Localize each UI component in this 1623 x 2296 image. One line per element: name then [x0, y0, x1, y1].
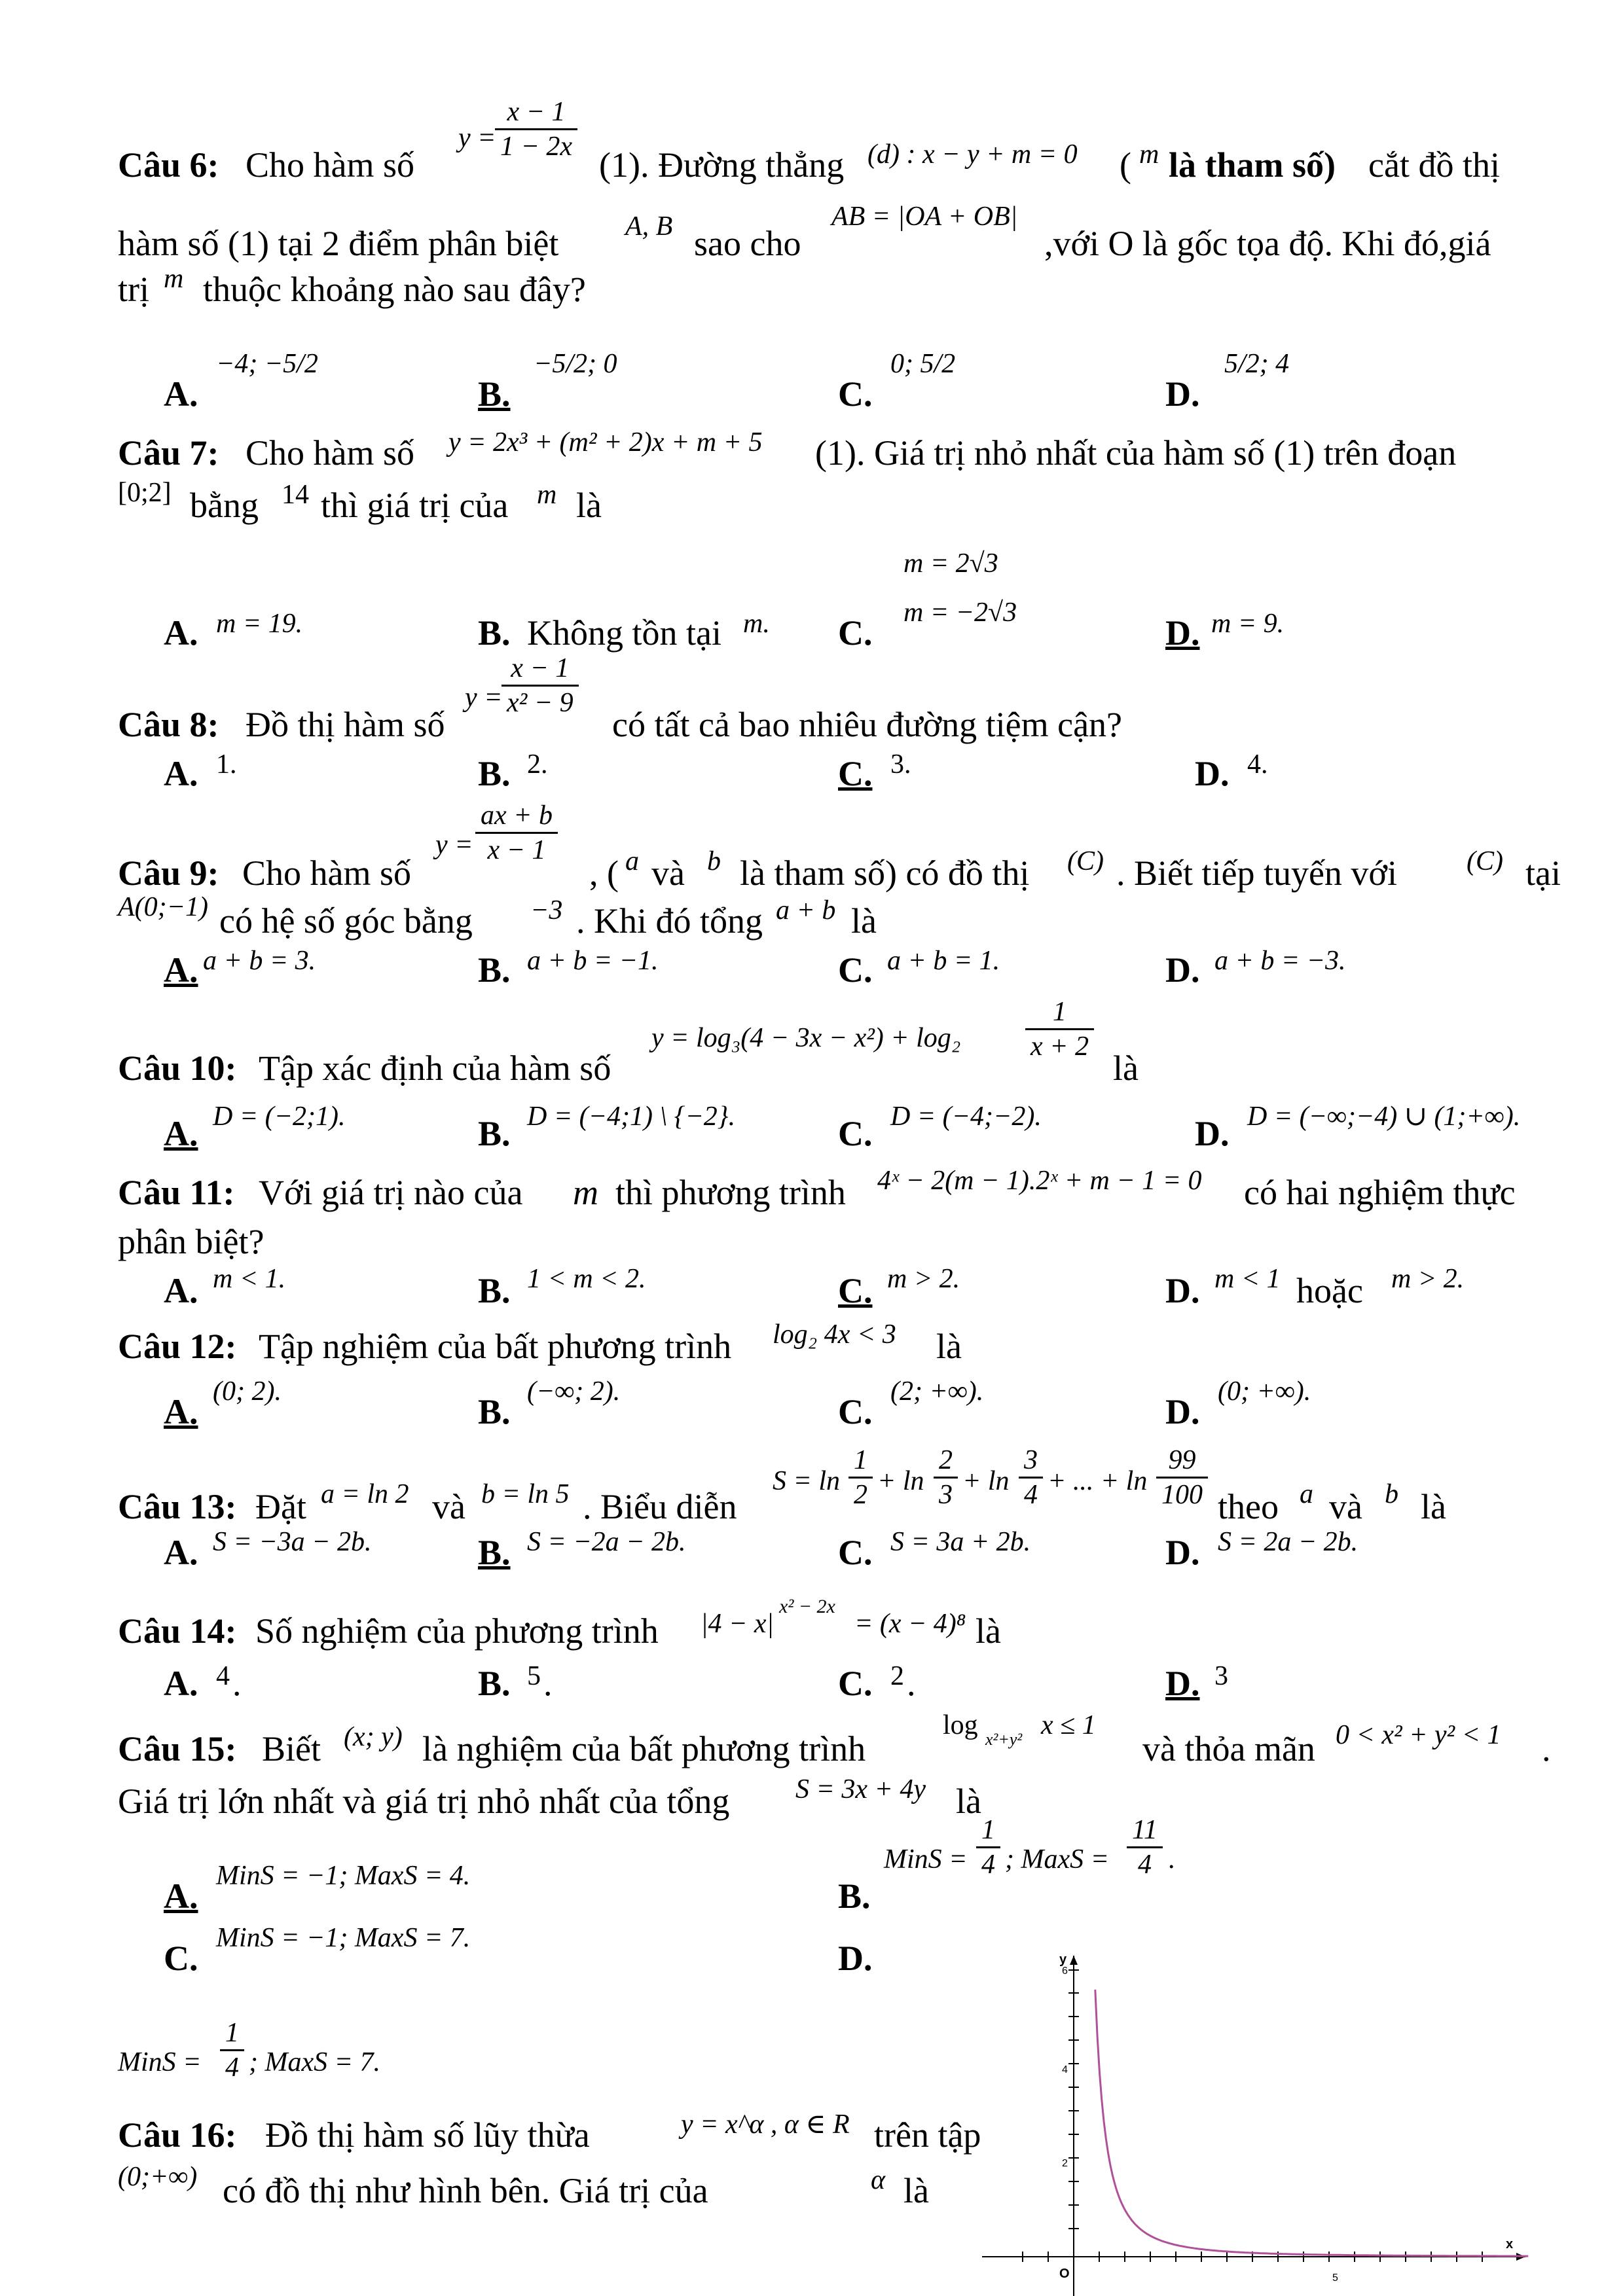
q10-opt-c[interactable]: D = (−4;−2).: [890, 1102, 1042, 1132]
q14-exp: x² − 2x: [779, 1596, 835, 1617]
q7-opt-c-label[interactable]: C.: [838, 613, 873, 653]
q16-text-1: Đồ thị hàm số lũy thừa: [265, 2115, 590, 2155]
q7-m: m: [537, 480, 557, 510]
q9-text-4: là tham số) có đồ thị: [740, 853, 1030, 893]
q13-frac-4-den: 100: [1161, 1480, 1203, 1510]
q11-m: m: [573, 1173, 598, 1212]
q14-opt-c-dot: .: [907, 1664, 916, 1703]
q11-opt-d-2[interactable]: hoặc: [1296, 1271, 1363, 1310]
q10-fraction: [1025, 998, 1094, 1060]
q8-opt-b[interactable]: 2.: [527, 749, 548, 780]
q15-text-3: và thỏa mãn: [1142, 1729, 1315, 1768]
q6-opt-d-label[interactable]: D.: [1165, 374, 1200, 414]
graph-tick-5: 5: [1332, 2272, 1338, 2284]
q13-opt-c-label[interactable]: C.: [838, 1533, 873, 1572]
q11-text-2: thì phương trình: [615, 1173, 846, 1212]
q15-log-sub: x²+y²: [985, 1730, 1023, 1749]
q12-opt-d[interactable]: (0; +∞).: [1218, 1376, 1311, 1407]
q11-opt-c[interactable]: m > 2.: [887, 1264, 960, 1294]
q13-frac-1-den: 2: [854, 1480, 867, 1510]
q13-frac-3-num: 3: [1019, 1446, 1043, 1479]
graph-tick-6: 6: [1062, 1965, 1068, 1977]
q13-opt-c[interactable]: S = 3a + 2b.: [890, 1527, 1031, 1557]
q13-frac-3: [1019, 1446, 1043, 1509]
q15-opt-d-label[interactable]: D.: [838, 1939, 873, 1978]
q15-text-4: Giá trị lớn nhất và giá trị nhỏ nhất của tổng: [118, 1782, 730, 1821]
q6-num: x − 1: [495, 98, 577, 130]
q6-text-8: ,với O là gốc tọa độ. Khi đó,giá: [1044, 224, 1491, 263]
q9-opt-d-label[interactable]: D.: [1165, 950, 1200, 990]
q14-rhs: = (x − 4)⁸: [854, 1609, 966, 1639]
q11-opt-a-label[interactable]: A.: [164, 1271, 198, 1310]
q6-text-1: Cho hàm số: [246, 145, 415, 185]
q16-text-4: là: [903, 2171, 929, 2210]
q11-opt-b[interactable]: 1 < m < 2.: [527, 1264, 646, 1294]
q9-fraction: [475, 802, 558, 864]
q15-dot: .: [1542, 1729, 1551, 1768]
q11-equation: 4ˣ − 2(m − 1).2ˣ + m − 1 = 0: [877, 1166, 1202, 1196]
q16-text-2: trên tập: [874, 2115, 981, 2155]
q14-opt-c[interactable]: 2: [890, 1661, 904, 1691]
q6-text-10: thuộc khoảng nào sau đây?: [203, 270, 586, 309]
q6-opt-d[interactable]: 5/2; 4: [1224, 349, 1290, 379]
q9-text-1: Cho hàm số: [242, 853, 412, 893]
q13-frac-1: [848, 1446, 873, 1509]
q14-text-1: Số nghiệm của phương trình: [255, 1611, 659, 1651]
q11-text-3: có hai nghiệm thực: [1244, 1173, 1516, 1212]
q13-frac-4: [1156, 1446, 1208, 1509]
q9-opt-d[interactable]: a + b = −3.: [1214, 946, 1346, 976]
q7-interval: [0;2]: [118, 478, 172, 508]
q12-label: Câu 12:: [118, 1327, 237, 1366]
q8-text-1: Đồ thị hàm số: [246, 705, 445, 744]
q9-opt-b[interactable]: a + b = −1.: [527, 946, 659, 976]
q13-text-5: và: [1329, 1487, 1362, 1526]
graph-y-arrow: [1070, 1956, 1078, 1965]
q8-opt-a[interactable]: 1.: [216, 749, 237, 780]
q8-opt-a-label[interactable]: A.: [164, 754, 198, 793]
q11-opt-d-1[interactable]: m < 1: [1214, 1264, 1281, 1294]
q15-opt-b-frac-1[interactable]: [976, 1816, 1000, 1878]
q15-text-2: là nghiệm của bất phương trình: [422, 1729, 866, 1768]
q6-den: 1 − 2x: [500, 132, 572, 162]
q7-text-2: (1). Giá trị nhỏ nhất của hàm số (1) trên đoạn: [815, 433, 1457, 473]
q12-text-1: Tập nghiệm của bất phương trình: [259, 1327, 732, 1366]
q13-opt-d[interactable]: S = 2a − 2b.: [1218, 1527, 1359, 1557]
q6-label: Câu 6:: [118, 145, 219, 185]
q15-opt-b-frac-2-num: 11: [1127, 1816, 1163, 1848]
q16-interval: (0;+∞): [118, 2162, 198, 2192]
q14-opt-d[interactable]: 3: [1214, 1661, 1228, 1691]
q13-S: S = ln: [773, 1466, 841, 1496]
q9-text-9: là: [851, 901, 877, 941]
q9-opt-c[interactable]: a + b = 1.: [887, 946, 1000, 976]
q6-text-2: (1). Đường thẳng: [599, 145, 845, 185]
q13-plus-1: + ln: [877, 1466, 924, 1496]
q6-text-6: hàm số (1) tại 2 điểm phân biệt: [118, 224, 559, 263]
q7-opt-b-m[interactable]: m.: [743, 609, 770, 639]
q15-opt-b-frac-2-den: 4: [1137, 1850, 1152, 1880]
q13-a: a = ln 2: [321, 1479, 409, 1509]
graph-x-label: x: [1506, 2237, 1514, 2251]
q8-den: x² − 9: [507, 688, 574, 718]
q13-text-4: theo: [1218, 1487, 1279, 1526]
q9-den: x − 1: [487, 835, 546, 865]
q10-opt-b-label[interactable]: B.: [478, 1114, 511, 1153]
q15-opt-d-2[interactable]: ; MaxS = 7.: [249, 2047, 380, 2077]
q15-opt-d-frac-den: 4: [225, 2053, 239, 2083]
q10-text-1: Tập xác định của hàm số: [259, 1049, 611, 1088]
q6-cond: AB = |OA + OB|: [831, 202, 1018, 232]
q9-opt-a[interactable]: a + b = 3.: [203, 946, 316, 976]
q15-text-5: là: [956, 1782, 981, 1821]
q12-opt-b-label[interactable]: B.: [478, 1392, 511, 1431]
q9-opt-a-label[interactable]: A.: [164, 950, 198, 990]
q11-opt-d-label[interactable]: D.: [1165, 1271, 1200, 1310]
q8-fraction: [501, 655, 579, 717]
q13-frac-1-num: 1: [848, 1446, 873, 1479]
q8-text-2: có tất cả bao nhiêu đường tiệm cận?: [612, 705, 1123, 744]
q14-opt-d-label[interactable]: D.: [1165, 1664, 1200, 1703]
graph-origin-label: O: [1059, 2267, 1070, 2281]
q15-opt-b-frac-1-den: 4: [981, 1850, 995, 1880]
q15-opt-a-label[interactable]: A.: [164, 1876, 198, 1916]
q8-opt-c[interactable]: 3.: [890, 749, 911, 780]
q6-opt-c-label[interactable]: C.: [838, 374, 873, 414]
q9-y: y =: [435, 830, 473, 860]
q7-opt-a[interactable]: m = 19.: [216, 609, 303, 639]
q14-opt-a-label[interactable]: A.: [164, 1664, 198, 1703]
q11-opt-c-label[interactable]: C.: [838, 1271, 873, 1310]
q13-frac-2: [934, 1446, 958, 1509]
q10-label: Câu 10:: [118, 1049, 237, 1088]
q9-b: b: [707, 846, 721, 876]
q10-opt-a[interactable]: D = (−2;1).: [213, 1102, 346, 1132]
q13-text-1: Đặt: [255, 1487, 306, 1526]
q15-opt-d-frac-num: 1: [220, 2019, 244, 2051]
q7-text-3: bằng: [190, 486, 259, 525]
graph-y-label: y: [1059, 1952, 1067, 1967]
q15-S: S = 3x + 4y: [795, 1774, 926, 1804]
q7-opt-b[interactable]: Không tồn tại: [527, 613, 721, 653]
q8-num: x − 1: [501, 655, 579, 687]
q9-text-6: tại: [1525, 853, 1561, 893]
q13-frac-2-num: 2: [934, 1446, 958, 1479]
q14-text-2: là: [976, 1611, 1001, 1651]
q9-opt-c-label[interactable]: C.: [838, 950, 873, 990]
q15-text-1: Biết: [262, 1729, 321, 1768]
q11-opt-b-label[interactable]: B.: [478, 1271, 511, 1310]
q6-opt-b-label[interactable]: B.: [478, 374, 511, 414]
q12-text-2: là: [936, 1327, 962, 1366]
q15-opt-d-frac[interactable]: [220, 2019, 244, 2081]
q8-opt-c-label[interactable]: C.: [838, 754, 873, 793]
q13-opt-b-label[interactable]: B.: [478, 1533, 511, 1572]
q6-opt-c[interactable]: 0; 5/2: [890, 349, 956, 379]
q10-text-2: là: [1113, 1049, 1139, 1088]
q15-opt-b-1[interactable]: MinS =: [884, 1844, 968, 1874]
q6-opt-b[interactable]: −5/2; 0: [534, 349, 617, 379]
q15-opt-b-3[interactable]: .: [1169, 1844, 1176, 1874]
q14-opt-a-dot: .: [232, 1664, 242, 1703]
q12-opt-a[interactable]: (0; 2).: [213, 1376, 282, 1407]
q13-plus-2: + ln: [962, 1466, 1010, 1496]
q15-opt-c-label[interactable]: C.: [164, 1939, 198, 1978]
q11-text-4: phân biệt?: [118, 1222, 264, 1261]
q6-ab: A, B: [625, 211, 673, 242]
q15-opt-b-2[interactable]: ; MaxS =: [1005, 1844, 1109, 1874]
q6-text-7: sao cho: [694, 224, 801, 263]
q15-opt-b-label[interactable]: B.: [838, 1876, 871, 1916]
graph-tick-2: 2: [1062, 2158, 1068, 2169]
q11-opt-d-3[interactable]: m > 2.: [1391, 1264, 1465, 1294]
q13-opt-b[interactable]: S = −2a − 2b.: [527, 1527, 686, 1557]
q6-text-9: trị: [118, 270, 149, 309]
q7-value: 14: [282, 480, 309, 510]
q13-opt-a-label[interactable]: A.: [164, 1533, 198, 1572]
q9-curve-2: (C): [1467, 846, 1503, 876]
q15-xy: (x; y): [344, 1722, 403, 1752]
q14-opt-a[interactable]: 4: [216, 1661, 230, 1691]
q7-label: Câu 7:: [118, 433, 219, 473]
q15-opt-a[interactable]: MinS = −1; MaxS = 4.: [216, 1861, 471, 1891]
q13-opt-d-label[interactable]: D.: [1165, 1533, 1200, 1572]
q15-label: Câu 15:: [118, 1729, 237, 1768]
q6-m2: m: [164, 264, 184, 294]
q9-a: a: [625, 846, 639, 876]
q11-opt-a[interactable]: m < 1.: [213, 1264, 286, 1294]
q8-opt-b-label[interactable]: B.: [478, 754, 511, 793]
q16-alpha: α: [871, 2165, 886, 2195]
q8-opt-d[interactable]: 4.: [1247, 749, 1268, 780]
q13-b: b = ln 5: [481, 1479, 570, 1509]
q14-opt-b-label[interactable]: B.: [478, 1664, 511, 1703]
q12-opt-d-label[interactable]: D.: [1165, 1392, 1200, 1431]
q7-func: y = 2x³ + (m² + 2)x + m + 5: [448, 427, 763, 457]
q14-opt-b-dot: .: [543, 1664, 553, 1703]
q9-opt-b-label[interactable]: B.: [478, 950, 511, 990]
q13-frac-2-den: 3: [939, 1480, 953, 1510]
q15-opt-d-1[interactable]: MinS =: [118, 2047, 202, 2077]
q7-text-1: Cho hàm số: [246, 433, 415, 473]
q9-point: A(0;−1): [118, 892, 208, 922]
q8-label: Câu 8:: [118, 705, 219, 744]
q7-opt-d[interactable]: m = 9.: [1211, 609, 1285, 639]
q16-graph: [982, 1950, 1532, 2296]
q9-num: ax + b: [475, 802, 558, 834]
q6-opt-a-label[interactable]: A.: [164, 374, 198, 414]
q13-opt-a[interactable]: S = −3a − 2b.: [213, 1527, 372, 1557]
q13-text-2: và: [432, 1487, 465, 1526]
q9-text-2: , (: [589, 853, 619, 893]
q6-text-5: cắt đồ thị: [1368, 145, 1500, 185]
q14-opt-c-label[interactable]: C.: [838, 1664, 873, 1703]
q9-text-7: có hệ số góc bằng: [219, 901, 473, 941]
q9-curve: (C): [1067, 846, 1104, 876]
q10-opt-a-label[interactable]: A.: [164, 1114, 198, 1153]
q13-text-3: . Biểu diễn: [583, 1487, 737, 1526]
q10-opt-d[interactable]: D = (−∞;−4) ∪ (1;+∞).: [1247, 1102, 1521, 1132]
q12-opt-c-label[interactable]: C.: [838, 1392, 873, 1431]
q12-opt-c[interactable]: (2; +∞).: [890, 1376, 984, 1407]
q6-text-4: là tham số): [1169, 145, 1336, 185]
q16-label: Câu 16:: [118, 2115, 237, 2155]
q10-opt-b[interactable]: D = (−4;1) \ {−2}.: [527, 1102, 736, 1132]
q10-func: y = log₃(4 − 3x − x²) + log₂: [651, 1023, 961, 1053]
q11-label: Câu 11:: [118, 1173, 235, 1212]
q6-y: y =: [458, 123, 496, 153]
graph-curve: [1095, 1990, 1528, 2256]
q12-opt-a-label[interactable]: A.: [164, 1392, 198, 1431]
q15-opt-b-frac-1-num: 1: [976, 1816, 1000, 1848]
q10-opt-c-label[interactable]: C.: [838, 1114, 873, 1153]
q13-a-var: a: [1300, 1479, 1313, 1509]
q8-opt-d-label[interactable]: D.: [1195, 754, 1230, 793]
q13-b-var: b: [1385, 1479, 1398, 1509]
q7-opt-b-label[interactable]: B.: [478, 613, 511, 653]
q7-opt-c-1[interactable]: m = 2√3: [903, 548, 998, 579]
q6-text-3: (: [1120, 145, 1131, 185]
q9-slope: −3: [530, 895, 563, 925]
q13-label: Câu 13:: [118, 1487, 237, 1526]
q12-ineq: log₂ 4x < 3: [773, 1319, 896, 1350]
q7-opt-a-label[interactable]: A.: [164, 613, 198, 653]
q16-text-3: có đồ thị như hình bên. Giá trị của: [223, 2171, 708, 2210]
q15-ineq: x ≤ 1: [1041, 1710, 1096, 1740]
q9-label: Câu 9:: [118, 853, 219, 893]
q9-sum: a + b: [776, 895, 836, 925]
q15-opt-c[interactable]: MinS = −1; MaxS = 7.: [216, 1923, 471, 1953]
q13-dots: + ... + ln: [1048, 1466, 1148, 1496]
graph-tick-4: 4: [1062, 2064, 1068, 2075]
q14-opt-b[interactable]: 5: [527, 1661, 541, 1691]
q7-opt-c-2[interactable]: m = −2√3: [903, 598, 1017, 628]
q6-opt-a[interactable]: −4; −5/2: [216, 349, 318, 379]
q13-frac-4-num: 99: [1156, 1446, 1208, 1479]
q10-num: 1: [1025, 998, 1094, 1030]
q15-opt-b-frac-2[interactable]: [1127, 1816, 1163, 1878]
q15-cond: 0 < x² + y² < 1: [1336, 1720, 1501, 1750]
q10-opt-d-label[interactable]: D.: [1195, 1114, 1230, 1153]
q7-opt-d-label[interactable]: D.: [1165, 613, 1200, 653]
q12-opt-b[interactable]: (−∞; 2).: [527, 1376, 621, 1407]
q6-fraction: [495, 98, 577, 160]
q6-line-eq: (d) : x − y + m = 0: [867, 139, 1078, 170]
q13-frac-3-den: 4: [1024, 1480, 1038, 1510]
q9-text-5: . Biết tiếp tuyến với: [1116, 853, 1397, 893]
q11-text-1: Với giá trị nào của: [259, 1173, 523, 1212]
q16-func: y = x^α , α ∈ R: [681, 2109, 850, 2140]
q10-den: x + 2: [1030, 1031, 1089, 1062]
q9-text-3: và: [651, 853, 685, 893]
q14-label: Câu 14:: [118, 1611, 237, 1651]
graph-ticks: [1023, 1970, 1482, 2262]
q7-text-4: thì giá trị của: [321, 486, 509, 525]
q15-log: log: [943, 1710, 978, 1740]
q9-text-8: . Khi đó tổng: [576, 901, 763, 941]
q14-base: |4 − x|: [701, 1609, 775, 1639]
q13-text-6: là: [1421, 1487, 1446, 1526]
q7-text-5: là: [576, 486, 602, 525]
q6-m: m: [1139, 139, 1159, 170]
q8-y: y =: [465, 683, 503, 713]
